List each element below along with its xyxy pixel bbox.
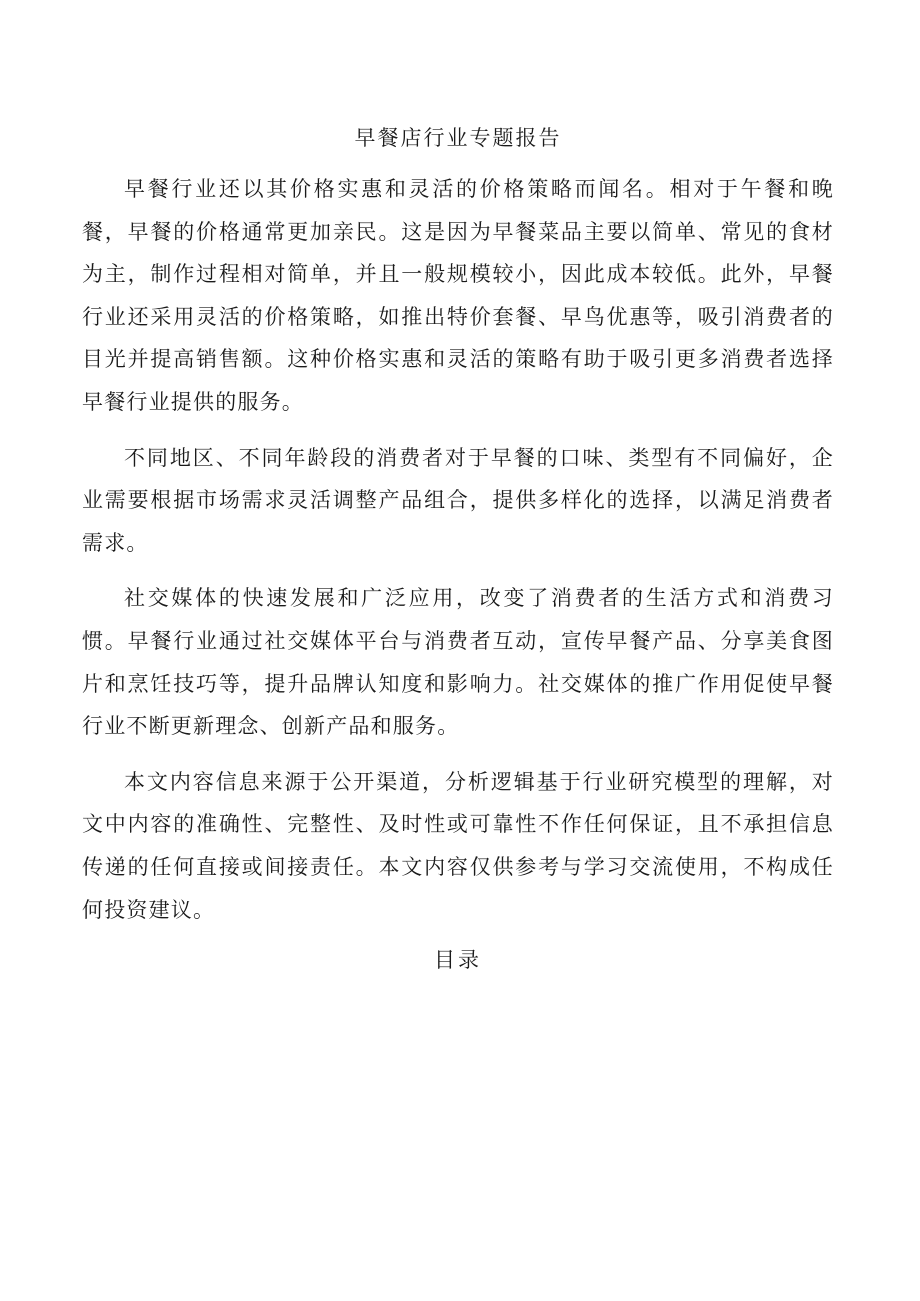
paragraph-social-media: 社交媒体的快速发展和广泛应用，改变了消费者的生活方式和消费习惯。早餐行业通过社交媒体平台与消费者互动，宣传早餐产品、分享美食图片和烹饪技巧等，提升品牌认知度和影响力。社交媒体的推广作用促使早餐行业不断更新理念、创新产品和服务。 [82,586,834,739]
paragraph-preferences: 不同地区、不同年龄段的消费者对于早餐的口味、类型有不同偏好，企业需要根据市场需求灵活调整产品组合，提供多样化的选择，以满足消费者需求。 [82,445,834,555]
table-of-contents-title: 目录 [434,948,482,973]
paragraph-pricing: 早餐行业还以其价格实惠和灵活的价格策略而闻名。相对于午餐和晚餐，早餐的价格通常更加亲民。这是因为早餐菜品主要以简单、常见的食材为主，制作过程相对简单，并且一般规模较小，因此成本较低。此外，早餐行业还采用灵活的价格策略，如推出特价套餐、早鸟优惠等，吸引消费者的目光并提高销售额。这种价格实惠和灵活的策略有助于吸引更多消费者选择早餐行业提供的服务。 [82,177,834,414]
document-body [82,122,834,976]
document-title: 早餐店行业专题报告 [354,126,562,150]
paragraph-disclaimer: 本文内容信息来源于公开渠道，分析逻辑基于行业研究模型的理解，对文中内容的准确性、完整性、及时性或可靠性不作任何保证，且不承担信息传递的任何直接或间接责任。本文内容仅供参考与学习交流使用，不构成任何投资建议。 [82,769,834,922]
